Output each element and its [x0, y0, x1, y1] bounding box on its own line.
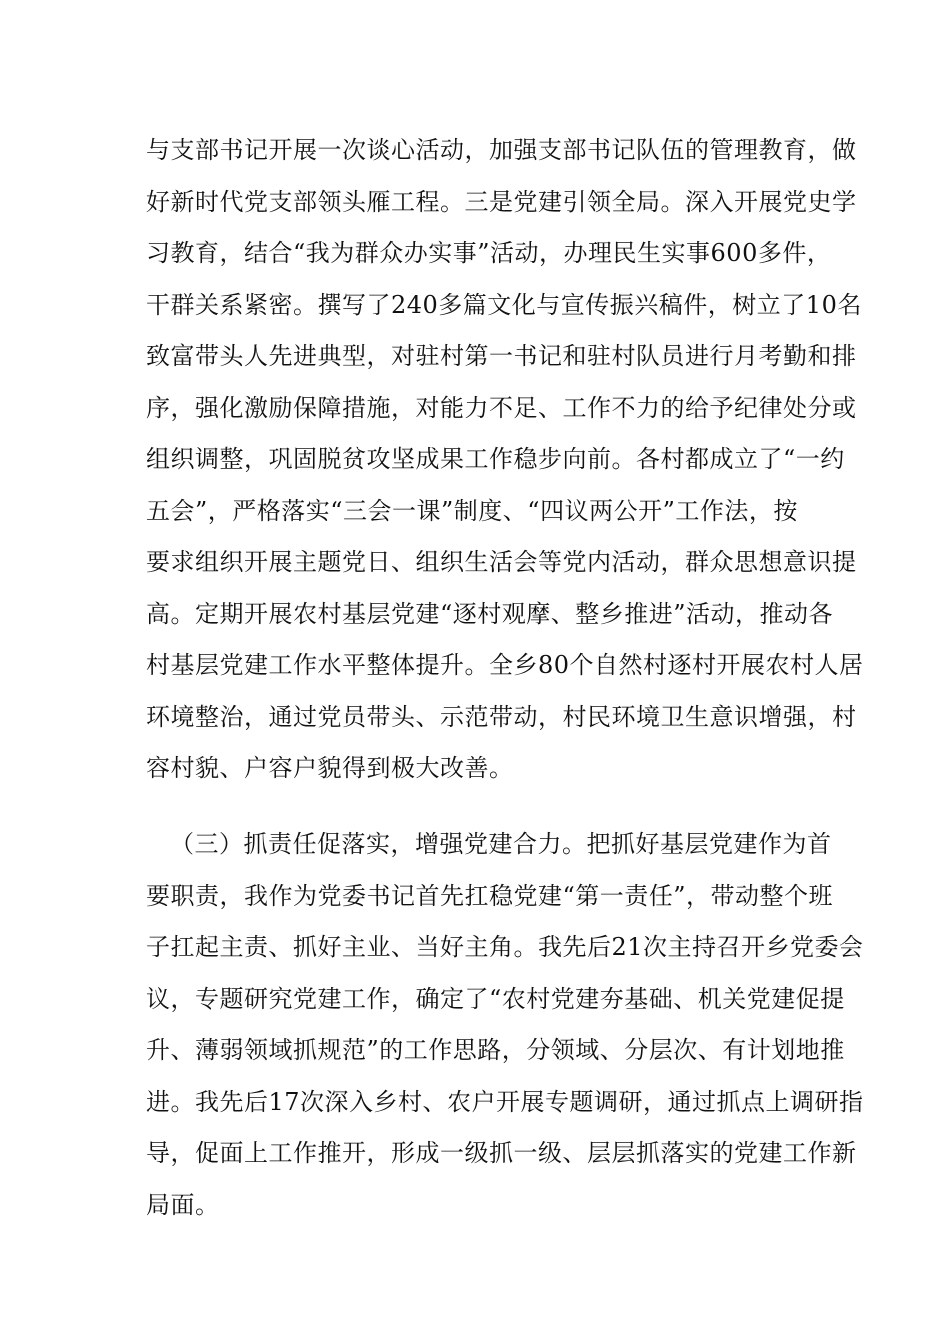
- paragraph-line: 高。定期开展农村基层党建“逐村观摩、整乡推进”活动，推动各: [146, 600, 834, 628]
- paragraph-line: 子扛起主责、抓好主业、当好主角。我先后21次主持召开乡党委会: [146, 933, 864, 961]
- paragraph-line: 导，促面上工作推开，形成一级抓一级、层层抓落实的党建工作新: [146, 1139, 857, 1167]
- paragraph-line: 组织调整，巩固脱贫攻坚成果工作稳步向前。各村都成立了“一约: [146, 445, 845, 473]
- paragraph-line: 议，专题研究党建工作，确定了“农村党建夯基础、机关党建促提: [146, 985, 845, 1013]
- paragraph-line: 环境整治，通过党员带头、示范带动，村民环境卫生意识增强，村: [146, 703, 857, 731]
- paragraph-line: （三）抓责任促落实，增强党建合力。把抓好基层党建作为首: [170, 830, 832, 858]
- paragraph-line: 干群关系紧密。撰写了240多篇文化与宣传振兴稿件，树立了10名: [146, 291, 862, 319]
- paragraph-line: 致富带头人先进典型，对驻村第一书记和驻村队员进行月考勤和排: [146, 342, 857, 370]
- paragraph-line: 序，强化激励保障措施，对能力不足、工作不力的给予纪律处分或: [146, 394, 857, 422]
- paragraph-line: 要求组织开展主题党日、组织生活会等党内活动，群众思想意识提: [146, 548, 857, 576]
- paragraph-line: 要职责，我作为党委书记首先扛稳党建“第一责任”，带动整个班: [146, 882, 834, 910]
- paragraph-line: 五会”，严格落实“三会一课”制度、“四议两公开”工作法，按: [146, 497, 798, 525]
- paragraph-line: 容村貌、户容户貌得到极大改善。: [146, 754, 514, 782]
- paragraph-line: 村基层党建工作水平整体提升。全乡80个自然村逐村开展农村人居: [146, 651, 864, 679]
- paragraph-line: 升、薄弱领域抓规范”的工作思路，分领域、分层次、有计划地推: [146, 1036, 845, 1064]
- paragraph-line: 好新时代党支部领头雁工程。三是党建引领全局。深入开展党史学: [146, 188, 857, 216]
- paragraph-line: 局面。: [146, 1191, 220, 1219]
- paragraph-line: 习教育，结合“我为群众办实事”活动，办理民生实事600多件，: [146, 239, 832, 267]
- paragraph-line: 与支部书记开展一次谈心活动，加强支部书记队伍的管理教育，做: [146, 136, 857, 164]
- paragraph-line: 进。我先后17次深入乡村、农户开展专题调研，通过抓点上调研指: [146, 1088, 864, 1116]
